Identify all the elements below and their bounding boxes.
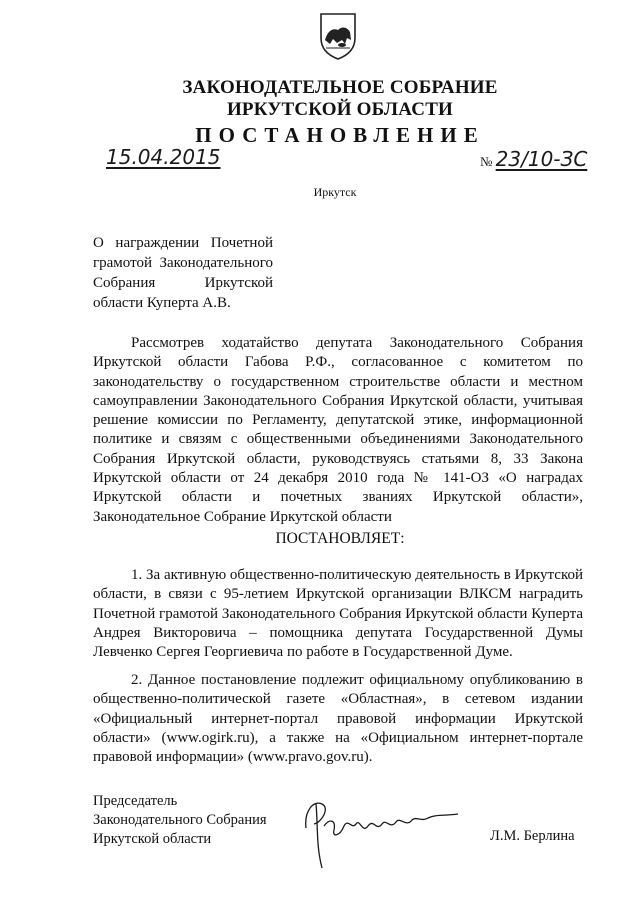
- resolution-item-2: 2. Данное постановление подлежит официальному опубликованию в общественно-политической газете «Областная», в сетевом издании «Официальный интернет-портал правовой информации Иркутской области» (www.ogirk.ru), а также на «Официальном интернет-портале правовой информации» (www.pravo.gov.ru).: [93, 672, 583, 766]
- resolution-item-1: 1. За активную общественно-политическую деятельность в Иркутской области, в связи с 95-летием Иркутской организации ВЛКСМ наградить Почетной грамотой Законодательного Собрания Иркутской области Куперта Андрея Викторовича – помощника депутата Государственной Думы Левченко Сергея Георгиевича по работе в Государственной Думе.: [93, 567, 583, 661]
- document-subject: О награждении Почетной грамотой Законодательного Собрания Иркутской области Куперта А.В.: [93, 235, 273, 311]
- handwritten-signature: [296, 790, 472, 870]
- signatory-name: Л.М. Берлина: [490, 828, 575, 844]
- document-number: [480, 147, 587, 171]
- organization-name-line1: ЗАКОНОДАТЕЛЬНОЕ СОБРАНИЕ: [182, 77, 498, 98]
- document-type-title: ПОСТАНОВЛЕНИЕ: [195, 123, 485, 147]
- preamble-paragraph: Рассмотрев ходатайство депутата Законодательного Собрания Иркутской области Габова Р.Ф., согласованное с комитетом по законодательству о государственном строительстве области и местном самоуправлении Законодательного Собрания Иркутской области, учитывая решение комиссии по Регламенту, депутатской этике, информационной политике и связям с общественными объединениями Законодательного Собрания Иркутской области, руководствуясь статьями 8, 33 Закона Иркутской области от 24 декабря 2010 года № 141-ОЗ «О наградах Иркутской области и почетных званиях Иркутской области», Законодательное Собрание Иркутской области: [93, 335, 583, 525]
- city-name: Иркутск: [313, 185, 357, 199]
- coat-of-arms-icon: [318, 10, 358, 60]
- resolves-heading: ПОСТАНОВЛЯЕТ:: [275, 530, 405, 547]
- organization-name-line2: ИРКУТСКОЙ ОБЛАСТИ: [226, 99, 454, 120]
- signatory-title: [93, 792, 267, 849]
- signatory-title-line1: Председатель: [93, 793, 178, 809]
- document-date: 15.04.2015: [106, 145, 221, 169]
- number-value: 23/10-ЗС: [495, 147, 588, 171]
- signatory-title-line2: Законодательного Собрания: [93, 812, 267, 828]
- number-prefix: №: [480, 154, 493, 169]
- signatory-title-line3: Иркутской области: [93, 831, 212, 847]
